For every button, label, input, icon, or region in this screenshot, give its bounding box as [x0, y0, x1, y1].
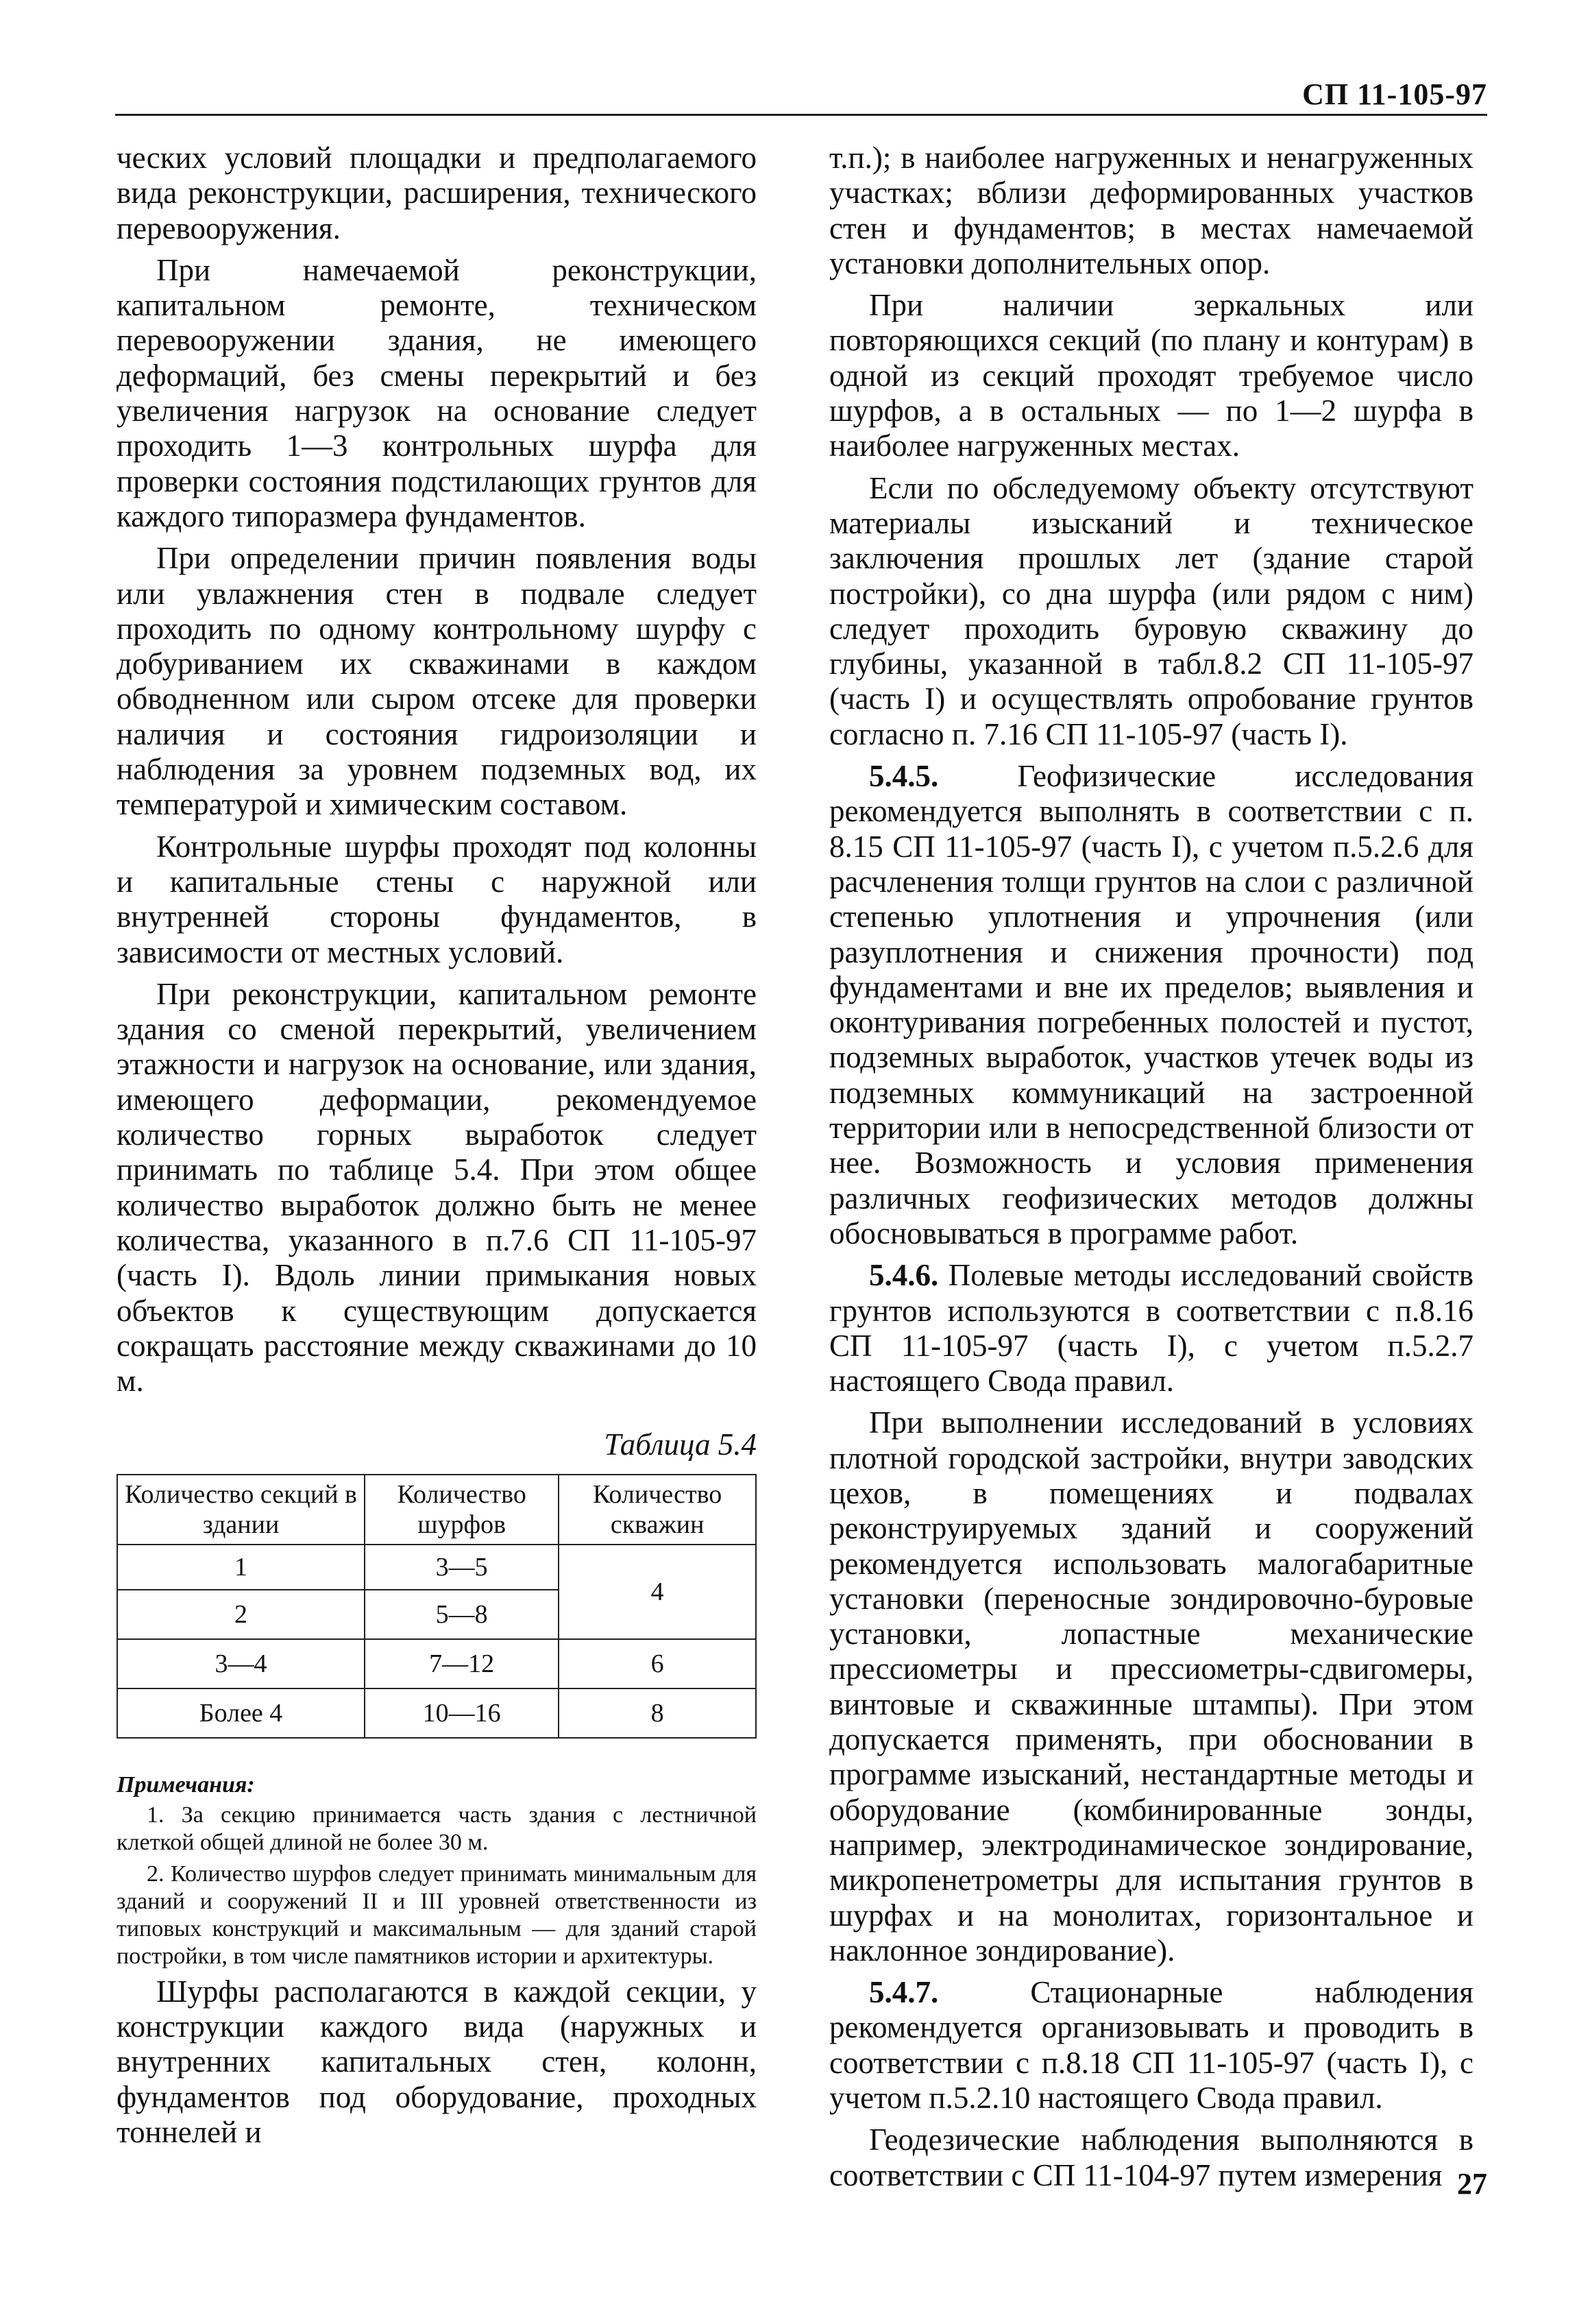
table-row — [117, 1545, 756, 1590]
note-item: 2. Количество шурфов следует принимать минимальным для зданий и сооружений II и III уровней ответственности из типовых конструкций и максимальным — для зданий старой постройки, в том числе памятников истории и архитектуры. — [117, 1861, 757, 1969]
section-5-4-5 — [829, 759, 1473, 1251]
header-rule — [115, 114, 1487, 116]
table-notes — [117, 1771, 757, 1970]
table-cell-sections: Более 4 — [117, 1688, 365, 1738]
paragraph: При реконструкции, капитальном ремонте здания со сменой перекрытий, увеличением этажности и нагрузок на основание, или здания, имеющего деформации, рекомендуемое количество горных выработок следует принимать по таблице 5.4. При этом общее количество выработок должно быть не менее количества, указанного в п.7.6 СП 11-105-97 (часть I). Вдоль линии примыкания новых объектов к существующим допускается сокращать расстояние между скважинами до 10 м. — [117, 976, 757, 1399]
table-header-sections: Количество секций в здании — [117, 1475, 365, 1545]
document-code: СП 11-105-97 — [1302, 77, 1487, 111]
table-header-pits: Количество шурфов — [365, 1475, 559, 1545]
table-cell-pits: 10—16 — [365, 1688, 559, 1738]
section-5-4-7 — [829, 1975, 1473, 2116]
table-cell-wells: 6 — [559, 1639, 756, 1688]
section-number: 5.4.6. — [869, 1258, 939, 1293]
paragraph: При наличии зеркальных или повторяющихся секций (по плану и контурам) в одной из секций проходят требуемое число шурфов, а в остальных — по 1—2 шурфа в наиболее нагруженных местах. — [829, 288, 1473, 463]
right-column — [829, 141, 1473, 2200]
table-cell-sections: 2 — [117, 1590, 365, 1639]
table-cell-sections: 1 — [117, 1545, 365, 1590]
table-row — [117, 1639, 756, 1688]
paragraph: т.п.); в наиболее нагруженных и ненагруженных участках; вблизи деформированных участков стен и фундаментов; в местах намечаемой установки дополнительных опор. — [829, 141, 1473, 280]
paragraph: Геодезические наблюдения выполняются в соответствии с СП 11-104-97 путем измерения — [829, 2122, 1473, 2192]
table-row — [117, 1688, 756, 1738]
section-number: 5.4.5. — [869, 759, 939, 794]
section-number: 5.4.7. — [869, 1975, 939, 2010]
table-caption: Таблица 5.4 — [604, 1427, 757, 1462]
notes-title: Примечания: — [117, 1771, 255, 1798]
table-5-4 — [117, 1474, 757, 1739]
table-cell-pits: 3—5 — [365, 1545, 559, 1590]
table-cell-wells: 8 — [559, 1688, 756, 1738]
paragraph: При выполнении исследований в условиях плотной городской застройки, внутри заводских цехов, в помещениях и подвалах реконструируемых зданий и сооружений рекомендуется использовать малогабаритные установки (переносные зондировочно-буровые установки, лопастные механические прессиометры и прессиометры-сдвигомеры, винтовые и скважинные штампы). При этом допускается применять, при обосновании в программе изысканий, нестандартные методы и оборудование (комбинированные зонды, например, электродинамическое зондирование, микропенетрометры для испытания грунтов в шурфах и на монолитах, горизонтальное и наклонное зондирование). — [829, 1405, 1473, 1968]
table-cell-sections: 3—4 — [117, 1639, 365, 1688]
section-5-4-6 — [829, 1258, 1473, 1399]
section-text: Стационарные наблюдения рекомендуется организовывать и проводить в соответствии с п.8.18 СП 11-105-97 (часть I), с учетом п.5.2.10 настоящего Свода правил. — [829, 1975, 1473, 2116]
paragraph: При намечаемой реконструкции, капитальном ремонте, техническом перевооружении здания, не имеющего деформаций, без смены перекрытий и без увеличения нагрузок на основание следует проходить 1—3 контрольных шурфа для проверки состояния подстилающих грунтов для каждого типоразмера фундаментов. — [117, 252, 757, 533]
paragraph: Шурфы располагаются в каждой секции, у конструкции каждого вида (наружных и внутренних капитальных стен, колонн, фундаментов под оборудование, проходных тоннелей и — [117, 1974, 757, 2149]
paragraph: ческих условий площадки и предполагаемого вида реконструкции, расширения, технического перевооружения. — [117, 141, 757, 245]
table-cell-pits: 5—8 — [365, 1590, 559, 1639]
paragraph: Если по обследуемому объекту отсутствуют материалы изысканий и техническое заключения прошлых лет (здание старой постройки), со дна шурфа (или рядом с ним) следует проходить буровую скважину до глубины, указанной в табл.8.2 СП 11-105-97 (часть I) и осуществлять опробование грунтов согласно п. 7.16 СП 11-105-97 (часть I). — [829, 470, 1473, 751]
table-cell-pits: 7—12 — [365, 1639, 559, 1688]
section-text: Полевые методы исследований свойств грунтов используются в соответствии с п.8.16 СП 11-105-97 (часть I), с учетом п.5.2.7 настоящего Свода правил. — [829, 1258, 1473, 1399]
left-column — [117, 141, 757, 2157]
page-number: 27 — [1457, 2167, 1487, 2201]
paragraph: При определении причин появления воды или увлажнения стен в подвале следует проходить по одному контрольному шурфу с добуриванием их скважинами в каждом обводненном или сыром отсеке для проверки наличия и состояния гидроизоляции и наблюдения за уровнем подземных вод, их температурой и химическим составом. — [117, 541, 757, 822]
table-header-wells: Количество скважин — [559, 1475, 756, 1545]
paragraph: Контрольные шурфы проходят под колонны и капитальные стены с наружной или внутренней стороны фундаментов, в зависимости от местных условий. — [117, 829, 757, 969]
section-text: Геофизические исследования рекомендуется выполнять в соответствии с п. 8.15 СП 11-105-97 (часть I), с учетом п.5.2.6 для расчленения толщи грунтов на слои с различной степенью уплотнения и упрочнения (или разуплотнения и снижения прочности) под фундаментами и вне их пределов; выявления и оконтуривания погребенных полостей и пустот, подземных выработок, участков утечек воды из подземных коммуникаций на застроенной территории или в непосредственной близости от нее. Возможность и условия применения различных геофизических методов должны обосновываться в программе работ. — [829, 759, 1473, 1250]
table-cell-wells: 4 — [559, 1545, 756, 1639]
note-item: 1. За секцию принимается часть здания с лестничной клеткой общей длиной не более 30 м. — [117, 1802, 757, 1855]
